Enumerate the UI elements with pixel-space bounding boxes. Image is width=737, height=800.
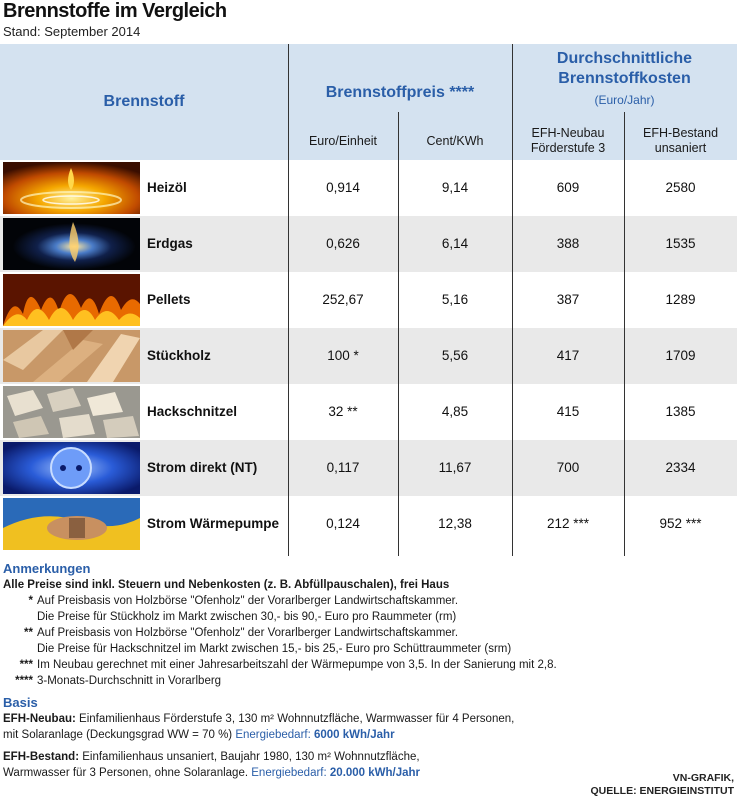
cost-efh-neubau: 388 xyxy=(556,236,580,251)
notes-general: Alle Preise sind inkl. Steuern und Nebenkosten (z. B. Abfüllpauschalen), frei Haus xyxy=(3,579,450,591)
header-cent-kwh: Cent/KWh xyxy=(426,134,484,148)
source-line2: QUELLE: ENERGIEINSTITUT xyxy=(590,785,734,797)
fuel-name: Hackschnitzel xyxy=(147,404,238,419)
header-cost-unit: (Euro/Jahr) xyxy=(594,93,655,107)
fire-icon xyxy=(3,274,140,326)
header-bestand-line2: unsaniert xyxy=(654,141,707,155)
euro-per-unit: 100 * xyxy=(327,348,359,363)
basis-neubau xyxy=(3,711,737,727)
header-bestand xyxy=(624,126,737,156)
footnote-3 xyxy=(3,657,737,673)
footnote-4 xyxy=(3,673,737,689)
footnote-text: Im Neubau gerechnet mit einer Jahresarbeitszahl der Wärmepumpe von 3,5. In der Sanierung mit 2,8. xyxy=(37,659,557,671)
basis-neubau-line2 xyxy=(3,727,737,743)
wood-chips-icon xyxy=(3,386,140,438)
euro-per-unit: 0,124 xyxy=(326,516,360,531)
basis-neubau-bedarf-label: Energiebedarf: xyxy=(235,729,311,741)
table-row xyxy=(0,216,737,272)
euro-per-unit: 32 ** xyxy=(328,404,358,419)
cost-efh-neubau: 609 xyxy=(556,180,580,195)
cost-efh-neubau: 212 *** xyxy=(546,516,590,531)
firewood-icon xyxy=(3,330,140,382)
cent-per-kwh: 9,14 xyxy=(441,180,469,195)
table-row xyxy=(0,440,737,496)
basis-title: Basis xyxy=(3,695,38,710)
footnote-2 xyxy=(3,625,737,657)
table-row xyxy=(0,328,737,384)
power-socket-icon xyxy=(3,442,140,494)
euro-per-unit: 0,626 xyxy=(326,236,360,251)
footnote-text: Auf Preisbasis von Holzbörse "Ofenholz" der Vorarlberger Landwirtschaftskammer. xyxy=(37,595,459,607)
comparison-table xyxy=(0,44,737,556)
page-title: Brennstoffe im Vergleich xyxy=(3,0,227,22)
basis-bestand-text2: Warmwasser für 3 Personen, ohne Solaranlage. xyxy=(3,767,249,779)
footnote-text: 3-Monats-Durchschnitt in Vorarlberg xyxy=(37,675,222,687)
footnote-mark: **** xyxy=(15,675,33,687)
oil-drop-icon xyxy=(3,162,140,214)
fuel-name: Heizöl xyxy=(147,180,187,195)
notes-title: Anmerkungen xyxy=(3,561,91,576)
header-cost-line2: Brennstoffkosten xyxy=(558,70,691,87)
divider-price xyxy=(288,44,289,556)
header-neubau xyxy=(512,126,624,156)
fuel-name: Pellets xyxy=(147,292,191,307)
basis-neubau-text2: mit Solaranlage (Deckungsgrad WW = 70 %) xyxy=(3,729,233,741)
cent-per-kwh: 5,16 xyxy=(441,292,469,307)
euro-per-unit: 0,117 xyxy=(326,460,360,475)
page-subtitle: Stand: September 2014 xyxy=(3,24,141,39)
header-bestand-line1: EFH-Bestand xyxy=(642,126,719,140)
cent-per-kwh: 12,38 xyxy=(438,516,472,531)
cost-efh-bestand: 1535 xyxy=(665,236,696,251)
fuel-name: Strom direkt (NT) xyxy=(147,460,258,475)
header-cost-line1: Durchschnittliche xyxy=(556,50,693,67)
footnote-text: Die Preise für Stückholz im Markt zwischen 30,- bis 90,- Euro pro Raummeter (rm) xyxy=(37,611,457,623)
table-header xyxy=(0,44,737,160)
cost-efh-bestand: 1289 xyxy=(665,292,696,307)
basis-bestand-text1: Einfamilienhaus unsaniert, Baujahr 1980, 130 m² Wohnnutzfläche, xyxy=(82,751,420,763)
header-cost-group xyxy=(512,49,737,89)
cost-efh-bestand: 952 *** xyxy=(659,516,702,531)
cost-efh-neubau: 700 xyxy=(556,460,580,475)
fuel-name: Stückholz xyxy=(147,348,211,363)
header-neubau-line1: EFH-Neubau xyxy=(531,126,605,140)
gas-flame-icon xyxy=(3,218,140,270)
heat-pump-icon xyxy=(3,498,140,550)
footnote-1 xyxy=(3,593,737,625)
fuel-name: Erdgas xyxy=(147,236,193,251)
header-fuel: Brennstoff xyxy=(103,93,185,110)
cost-efh-bestand: 1709 xyxy=(665,348,696,363)
divider-cost xyxy=(512,44,513,556)
source-credit xyxy=(590,772,734,798)
basis-bestand xyxy=(3,749,737,765)
divider-cent xyxy=(398,112,399,556)
footnote-text: Die Preise für Hackschnitzel im Markt zwischen 15,- bis 25,- Euro pro Schüttraummeter (srm) xyxy=(37,643,512,655)
header-price-group: Brennstoffpreis **** xyxy=(325,84,475,101)
euro-per-unit: 0,914 xyxy=(326,180,360,195)
cost-efh-neubau: 415 xyxy=(556,404,580,419)
cost-efh-bestand: 2334 xyxy=(665,460,696,475)
fuel-name: Strom Wärmepumpe xyxy=(147,516,280,531)
cent-per-kwh: 5,56 xyxy=(441,348,469,363)
cent-per-kwh: 6,14 xyxy=(441,236,469,251)
euro-per-unit: 252,67 xyxy=(322,292,364,307)
footnote-mark: ** xyxy=(24,627,33,639)
basis-neubau-label: EFH-Neubau: xyxy=(3,713,76,725)
table-row xyxy=(0,496,737,552)
basis-neubau-bedarf-value: 6000 kWh/Jahr xyxy=(314,729,395,741)
notes-section xyxy=(3,560,737,781)
source-line1: VN-GRAFIK, xyxy=(672,772,734,784)
footnote-text: Auf Preisbasis von Holzbörse "Ofenholz" der Vorarlberger Landwirtschaftskammer. xyxy=(37,627,459,639)
divider-bestand xyxy=(624,112,625,556)
footnote-mark: * xyxy=(28,595,33,607)
table-row xyxy=(0,384,737,440)
cent-per-kwh: 4,85 xyxy=(441,404,469,419)
basis-neubau-text1: Einfamilienhaus Förderstufe 3, 130 m² Wohnnutzfläche, Warmwasser für 4 Personen, xyxy=(79,713,515,725)
header-neubau-line2: Förderstufe 3 xyxy=(530,141,606,155)
footnote-mark: *** xyxy=(19,659,33,671)
basis-bestand-bedarf-label: Energiebedarf: xyxy=(251,767,327,779)
cent-per-kwh: 11,67 xyxy=(438,460,472,475)
cost-efh-bestand: 2580 xyxy=(665,180,696,195)
cost-efh-neubau: 387 xyxy=(556,292,580,307)
cost-efh-neubau: 417 xyxy=(556,348,580,363)
cost-efh-bestand: 1385 xyxy=(665,404,696,419)
header-euro-unit: Euro/Einheit xyxy=(308,134,378,148)
basis-bestand-bedarf-value: 20.000 kWh/Jahr xyxy=(329,767,421,779)
table-row xyxy=(0,160,737,216)
table-row xyxy=(0,272,737,328)
basis-bestand-label: EFH-Bestand: xyxy=(3,751,80,763)
